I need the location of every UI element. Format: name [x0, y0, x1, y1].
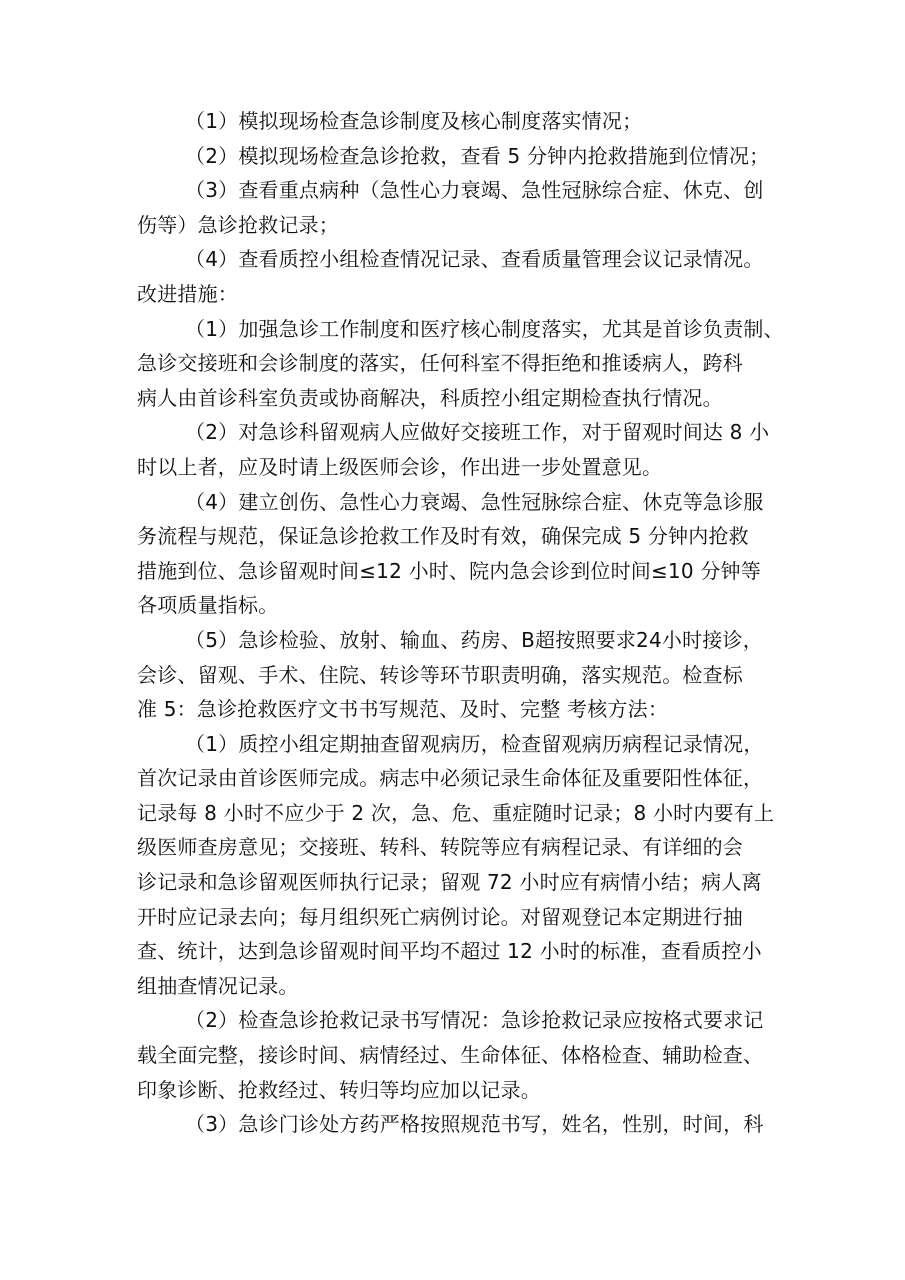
text-line: 级医师查房意见；交接班、转科、转院等应有病程记录、有详细的会: [137, 835, 743, 860]
text-line: 诊记录和急诊留观医师执行记录；留观 72 小时应有病情小结；病人离: [137, 870, 762, 895]
text-line: （2）对急诊科留观病人应做好交接班工作，对于留观时间达 8 小: [185, 420, 770, 445]
text-line: （3）急诊门诊处方药严格按照规范书写，姓名，性别，时间，科: [185, 1112, 764, 1137]
text-line: 会诊、留观、手术、住院、转诊等环节职责明确，落实规范。检查标: [137, 662, 743, 687]
text-line: （1）加强急诊工作制度和医疗核心制度落实，尤其是首诊负责制、: [185, 316, 784, 341]
text-line: （1）模拟现场检查急诊制度及核心制度落实情况；: [185, 109, 643, 133]
text-line: 伤等）急诊抢救记录；: [137, 212, 339, 237]
text-line: 组抽查情况记录。: [137, 973, 299, 998]
text-line: 印象诊断、抢救经过、转归等均应加以记录。: [137, 1077, 541, 1102]
text-line: 准 5：急诊抢救医疗文书书写规范、及时、完整 考核方法：: [137, 697, 669, 722]
section-heading: 改进措施：: [137, 281, 238, 306]
text-line: （4）查看质控小组检查情况记录、查看质量管理会议记录情况。: [185, 247, 764, 272]
text-line: 时以上者，应及时请上级医师会诊，作出进一步处置意见。: [137, 454, 663, 479]
text-line: 病人由首诊科室负责或协商解决，科质控小组定期检查执行情况。: [137, 385, 723, 410]
text-line: （5）急诊检验、放射、输血、药房、B超按照要求24小时接诊，: [185, 627, 763, 652]
text-line: 查、统计，达到急诊留观时间平均不超过 12 小时的标准，查看质控小: [137, 939, 762, 964]
text-line: 务流程与规范，保证急诊抢救工作及时有效，确保完成 5 分钟内抢救: [137, 524, 749, 549]
text-line: 开时应记录去向；每月组织死亡病例讨论。对留观登记本定期进行抽: [137, 904, 743, 929]
text-line: 急诊交接班和会诊制度的落实，任何科室不得拒绝和推诿病人，跨科: [137, 351, 743, 376]
text-line: （3）查看重点病种（急性心力衰竭、急性冠脉综合症、休克、创: [185, 178, 764, 203]
document-body: [137, 104, 792, 1142]
text-line: （4）建立创伤、急性心力衰竭、急性冠脉综合症、休克等急诊服: [185, 489, 764, 514]
text-line: 措施到位、急诊留观时间≤12 小时、院内急会诊到位时间≤10 分钟等: [137, 558, 761, 583]
text-line: （2）模拟现场检查急诊抢救，查看 5 分钟内抢救措施到位情况；: [185, 143, 770, 168]
text-line: 各项质量指标。: [137, 593, 279, 618]
text-line: 记录每 8 小时不应少于 2 次，急、危、重症随时记录；8 小时内要有上: [137, 800, 775, 825]
text-line: （2）检查急诊抢救记录书写情况：急诊抢救记录应按格式要求记: [185, 1008, 764, 1033]
text-line: 首次记录由首诊医师完成。病志中必须记录生命体征及重要阳性体征，: [137, 766, 764, 791]
text-line: 载全面完整，接诊时间、病情经过、生命体征、体格检查、辅助检查、: [137, 1043, 764, 1068]
text-line: （1）质控小组定期抽查留观病历，检查留观病历病程记录情况，: [185, 731, 764, 756]
